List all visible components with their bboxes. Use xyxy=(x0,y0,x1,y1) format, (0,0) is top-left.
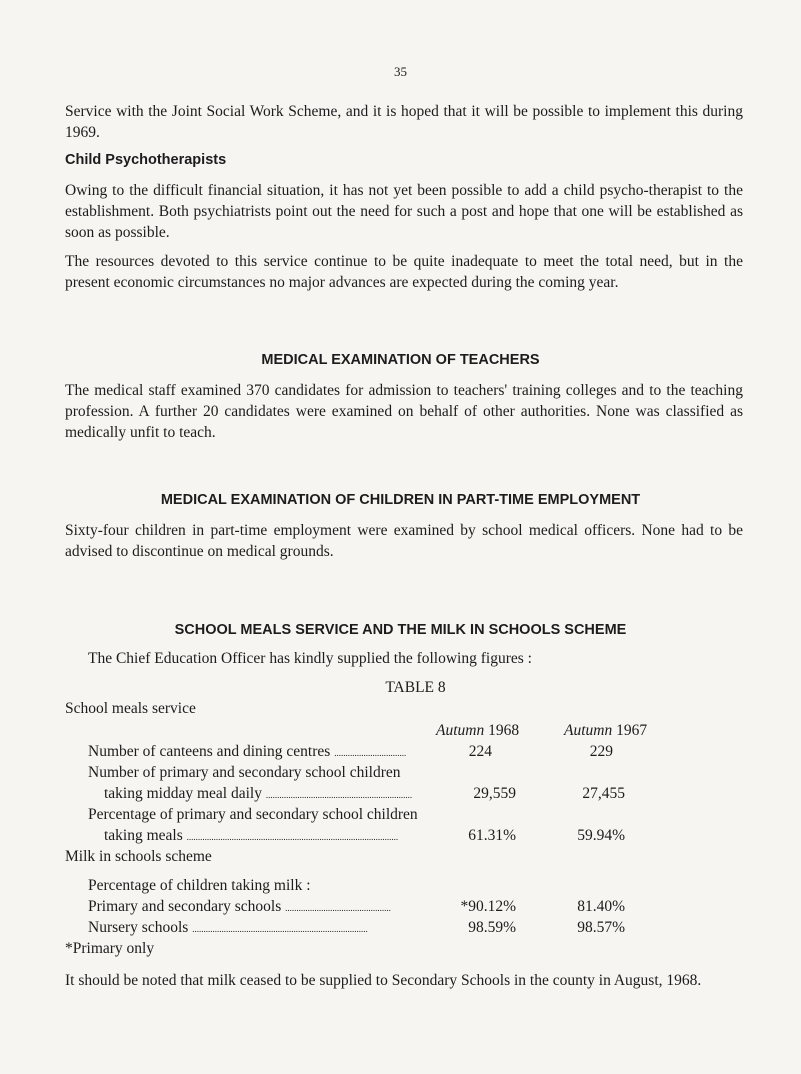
row-midday-meals-1968: 29,559 xyxy=(473,785,516,802)
intro-paragraph: Service with the Joint Social Work Scheme, and it is hoped that it will be possible to implement this during 1969. xyxy=(65,103,743,141)
row-milk-nursery-1967: 98.57% xyxy=(577,919,625,936)
row-label: Primary and secondary schools xyxy=(88,898,282,915)
table-row-milk-primary-secondary xyxy=(88,898,391,916)
dot-leader: ............................................... xyxy=(285,903,391,913)
part-time-paragraph: Sixty-four children in part-time employment were examined by school medical officers. None had to be advised to discontinue on medical grounds. xyxy=(65,522,743,560)
section-school-meals: School meals service xyxy=(65,700,196,717)
row-milk-nursery-1968: 98.59% xyxy=(468,919,516,936)
row-percentage-meals-1967: 59.94% xyxy=(577,827,625,844)
table-row-midday-meals-line-1: Number of primary and secondary school children xyxy=(88,764,401,781)
child-psychotherapists-paragraph-2: The resources devoted to this service continue to be quite inadequate to meet the total need, but in the present economic circumstances no major advances are expected during the coming year. xyxy=(65,253,743,291)
column-header-2-label: Autumn xyxy=(564,722,613,739)
dot-leader: ................................ xyxy=(334,748,407,758)
row-label: Number of canteens and dining centres xyxy=(88,743,331,760)
row-canteens-1968: 224 xyxy=(468,743,492,760)
table-title: TABLE 8 xyxy=(385,679,446,696)
column-header-2-year: 1967 xyxy=(616,722,648,739)
school-meals-intro: The Chief Education Officer has kindly supplied the following figures : xyxy=(88,650,532,667)
teachers-heading: MEDICAL EXAMINATION OF TEACHERS xyxy=(261,352,540,368)
footnote: *Primary only xyxy=(65,940,155,957)
part-time-heading: MEDICAL EXAMINATION OF CHILDREN IN PART-TIME EMPLOYMENT xyxy=(160,492,641,508)
dot-leader: ................................................................. xyxy=(265,790,413,800)
column-header-autumn-1967 xyxy=(564,722,647,740)
section-milk-scheme: Milk in schools scheme xyxy=(65,848,212,865)
school-meals-heading: SCHOOL MEALS SERVICE AND THE MILK IN SCHOOLS SCHEME xyxy=(174,622,627,638)
table-row-canteens xyxy=(88,743,406,761)
child-psychotherapists-paragraph-1: Owing to the difficult financial situation, it has not yet been possible to add a child psycho-therapist to the establishment. Both psychiatrists point out the need for such a post and hope that one will be established as soon as possible. xyxy=(65,182,743,241)
table-row-midday-meals-line-2 xyxy=(104,785,412,803)
dot-leader: .............................................................................. xyxy=(192,924,368,934)
row-label: taking meals xyxy=(104,827,183,844)
row-milk-primary-secondary-1968: *90.12% xyxy=(460,898,516,915)
row-midday-meals-1967: 27,455 xyxy=(582,785,625,802)
row-label: taking midday meal daily xyxy=(104,785,262,802)
column-header-1-year: 1968 xyxy=(488,722,520,739)
page-number: 35 xyxy=(394,64,407,79)
milk-intro: Percentage of children taking milk : xyxy=(88,877,311,894)
column-header-autumn-1968 xyxy=(436,722,519,740)
table-row-percentage-meals-line-2 xyxy=(104,827,398,845)
table-row-milk-nursery xyxy=(88,919,368,937)
column-header-1-label: Autumn xyxy=(436,722,485,739)
dot-leader: .............................................................................................. xyxy=(186,832,399,842)
row-canteens-1967: 229 xyxy=(589,743,613,760)
row-percentage-meals-1968: 61.31% xyxy=(468,827,516,844)
row-milk-primary-secondary-1967: 81.40% xyxy=(577,898,625,915)
child-psychotherapists-heading: Child Psychotherapists xyxy=(65,152,227,168)
closing-paragraph: It should be noted that milk ceased to be supplied to Secondary Schools in the county in August, 1968. xyxy=(65,972,702,989)
teachers-paragraph: The medical staff examined 370 candidates for admission to teachers' training colleges and to the teaching profession. A further 20 candidates were examined on behalf of other authorities. None was classified as medically unfit to teach. xyxy=(65,382,743,441)
table-row-percentage-meals-line-1: Percentage of primary and secondary school children xyxy=(88,806,418,823)
row-label: Nursery schools xyxy=(88,919,189,936)
